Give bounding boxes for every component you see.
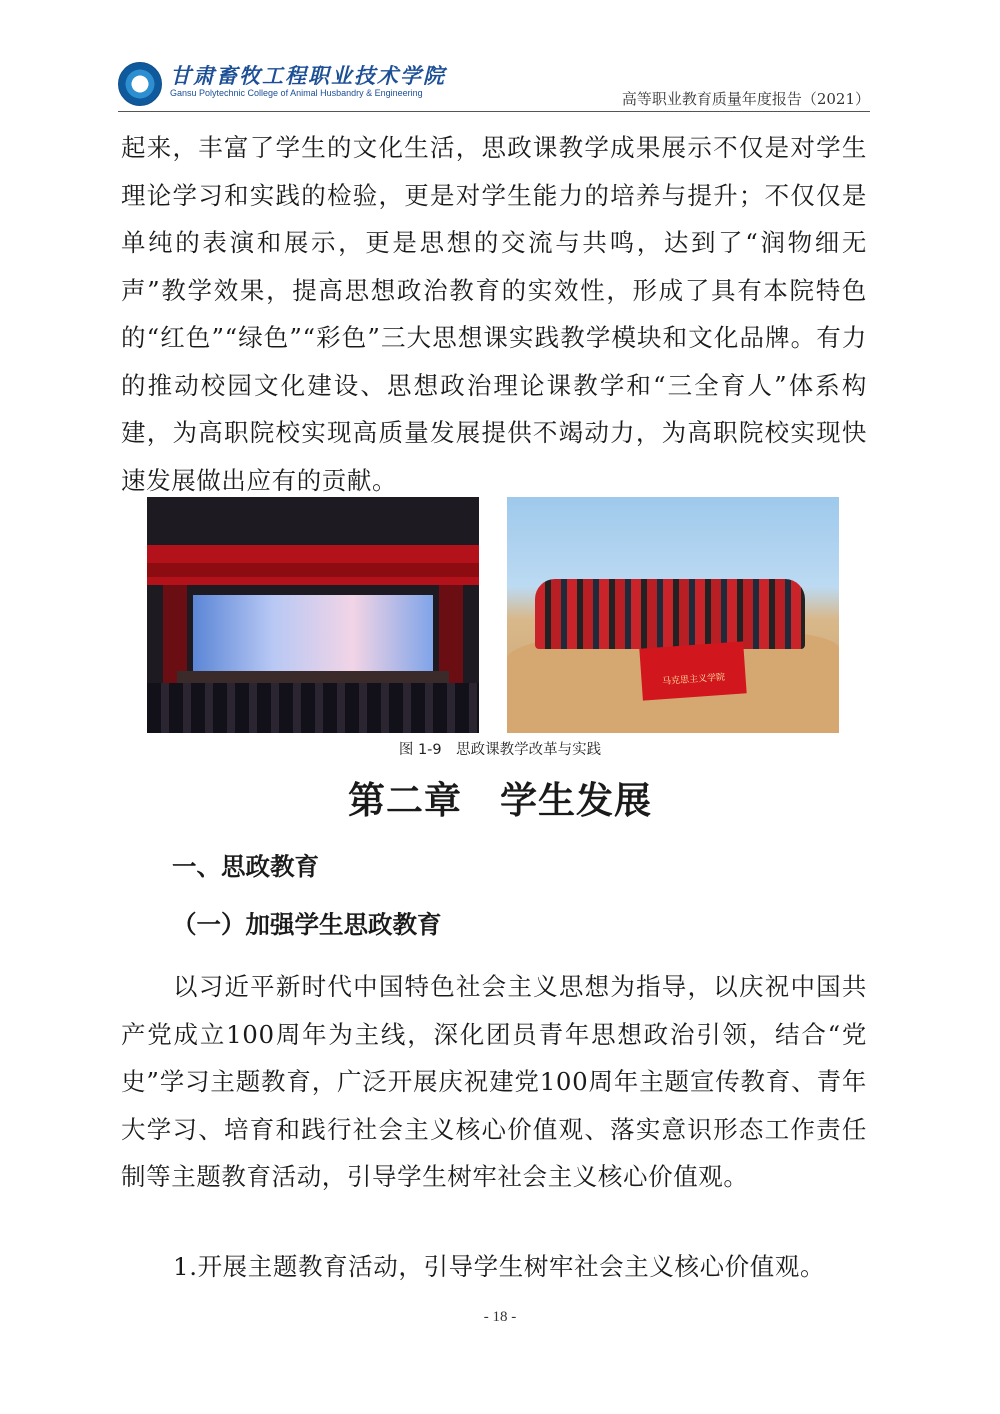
header-divider — [118, 111, 870, 112]
audience-silhouettes — [147, 683, 479, 733]
chapter-title: 第二章 学生发展 — [348, 778, 652, 822]
student-group — [535, 579, 805, 649]
red-flag — [639, 641, 746, 700]
stage-screen — [193, 595, 433, 671]
curtain-left — [163, 585, 187, 685]
body-paragraph-3: 1.开展主题教育活动，引导学生树牢社会主义核心价值观。 — [173, 1252, 826, 1281]
school-name-en: Gansu Polytechnic College of Animal Husbandry & Engineering — [170, 88, 423, 98]
school-name-cn: 甘肃畜牧工程职业技术学院 — [170, 63, 446, 88]
body-paragraph-1: 起来，丰富了学生的文化生活，思政课教学成果展示不仅是对学生理论学习和实践的检验，更是对学生能力的培养与提升；不仅仅是单纯的表演和展示，更是思想的交流与共鸣，达到了“润物细无声”教学效果，提高思想政治教育的实效性，形成了具有本院特色的“红色”“绿色”“彩色”三大思想课实践教学模块和文化品牌。有力的推动校园文化建设、思想政治理论课教学和“三全育人”体系构建，为高职院校实现高质量发展提供不竭动力，为高职院校实现快速发展做出应有的贡献。 — [121, 133, 867, 495]
curtain-right — [439, 585, 463, 685]
report-title: 高等职业教育质量年度报告（2021） — [621, 90, 870, 108]
college-logo-icon — [118, 62, 162, 106]
page-header — [118, 58, 870, 110]
subsection-title: （一）加强学生思政教育 — [172, 910, 442, 939]
photo-stage-performance — [147, 497, 479, 733]
flag-text: 马克思主义学院 — [661, 672, 726, 688]
figure-caption: 图 1-9 思政课教学改革与实践 — [398, 742, 602, 758]
page-number: - 18 - — [483, 1309, 517, 1325]
stage-banner-strip — [147, 563, 479, 577]
section-title: 一、思政教育 — [172, 852, 319, 881]
stage-floor — [177, 671, 449, 683]
photo-desert-group — [507, 497, 839, 733]
body-paragraph-2: 以习近平新时代中国特色社会主义思想为指导，以庆祝中国共产党成立100周年为主线，深化团员青年思想政治引领，结合“党史”学习主题教育，广泛开展庆祝建党100周年主题宣传教育、青年大学习、培育和践行社会主义核心价值观、落实意识形态工作责任制等主题教育活动，引导学生树牢社会主义核心价值观。 — [121, 972, 867, 1191]
